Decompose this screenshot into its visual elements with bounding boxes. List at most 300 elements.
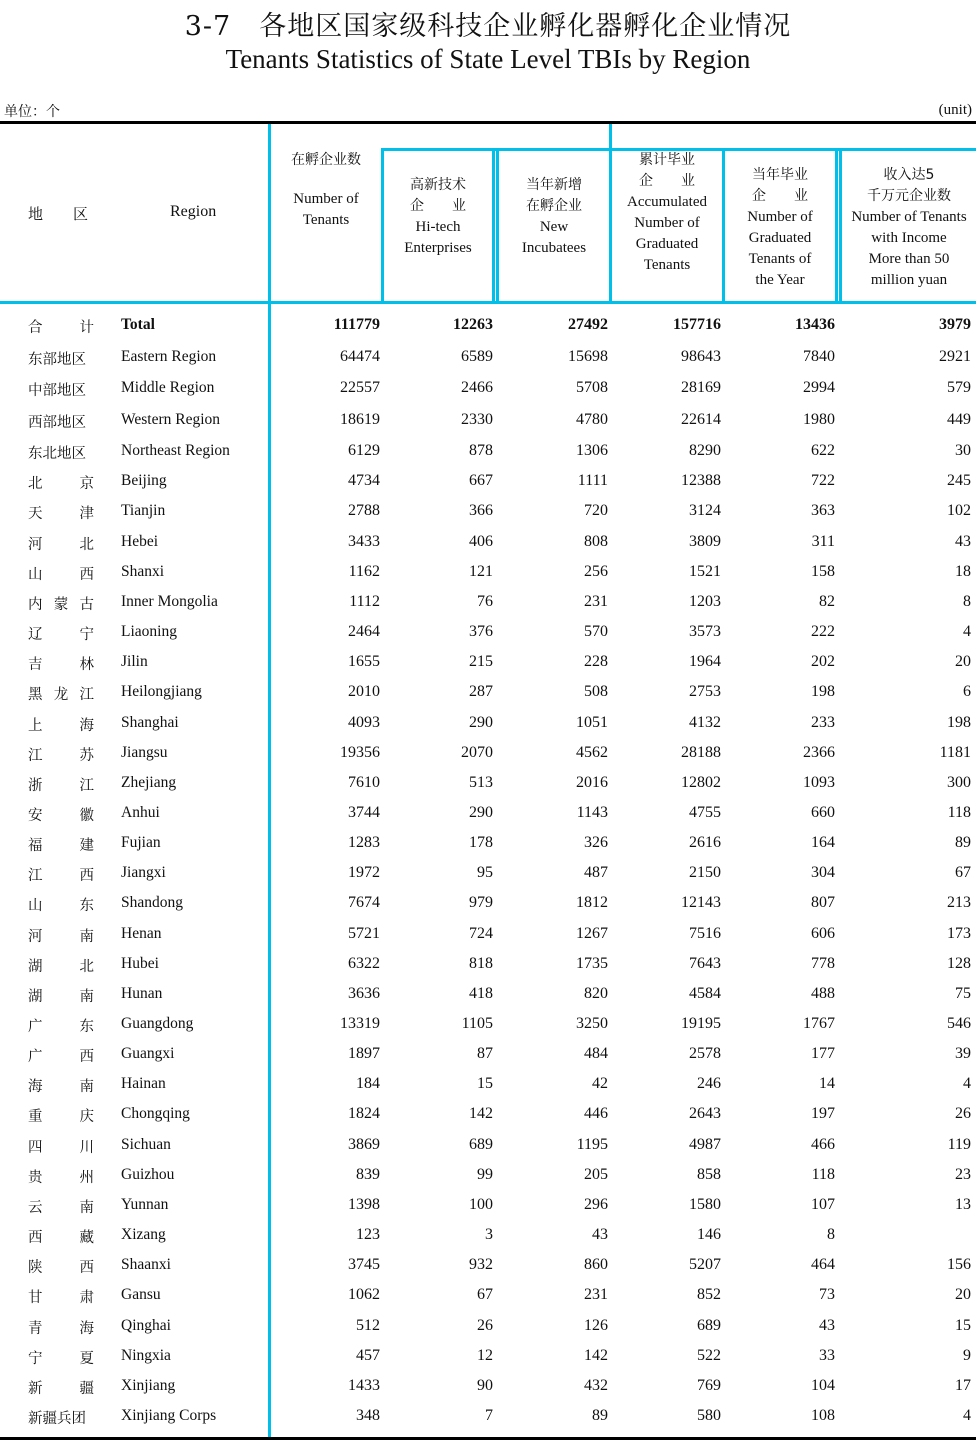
region-name-en: Shanghai <box>121 713 179 731</box>
cell-income-over-50m: 1181 <box>939 743 971 761</box>
cell-income-over-50m: 20 <box>955 653 971 671</box>
region-name-cn: 甘肃 <box>28 1290 94 1307</box>
cell-hitech: 287 <box>469 683 493 701</box>
cell-income-over-50m: 4 <box>963 623 971 641</box>
region-name-cn: 四川 <box>28 1139 94 1156</box>
cell-accumulated-graduated: 7643 <box>689 954 721 972</box>
cell-graduated-year: 1093 <box>803 773 835 791</box>
region-name-cn: 安徽 <box>28 807 94 824</box>
cell-new-incubatees: 432 <box>584 1376 608 1394</box>
cell-hitech: 406 <box>469 532 493 550</box>
cell-graduated-year: 311 <box>811 532 835 550</box>
cell-graduated-year: 104 <box>811 1376 835 1394</box>
cell-tenants: 1283 <box>348 834 380 852</box>
cell-graduated-year: 2366 <box>803 743 835 761</box>
cell-accumulated-graduated: 28188 <box>681 743 721 761</box>
cell-accumulated-graduated: 580 <box>697 1406 721 1424</box>
cell-hitech: 290 <box>469 713 493 731</box>
table-row <box>0 919 976 949</box>
cell-new-incubatees: 296 <box>584 1195 608 1213</box>
cell-graduated-year: 2994 <box>803 379 835 396</box>
cell-accumulated-graduated: 1521 <box>689 562 721 580</box>
cell-income-over-50m: 2921 <box>939 347 971 365</box>
region-name-cn: 广西 <box>28 1049 94 1066</box>
cell-graduated-year: 197 <box>811 1105 835 1123</box>
region-name-en: Jilin <box>121 653 148 671</box>
table-row <box>0 587 976 617</box>
cell-new-incubatees: 1306 <box>576 442 608 459</box>
cell-graduated-year: 13436 <box>795 316 835 333</box>
region-name-cn: 辽宁 <box>28 627 94 644</box>
region-name-cn: 江苏 <box>28 747 94 764</box>
region-name-cn: 内蒙古 <box>28 596 94 613</box>
cell-hitech: 3 <box>485 1226 493 1244</box>
cell-accumulated-graduated: 8290 <box>689 442 721 459</box>
cell-hitech: 215 <box>469 653 493 671</box>
table-row <box>0 1190 976 1220</box>
table-row <box>0 1099 976 1129</box>
cell-hitech: 2070 <box>461 743 493 761</box>
cell-graduated-year: 606 <box>811 924 835 942</box>
cell-hitech: 689 <box>469 1135 493 1153</box>
table-row <box>0 1039 976 1069</box>
table-row <box>0 1220 976 1250</box>
table-row <box>0 858 976 888</box>
cell-hitech: 90 <box>477 1376 493 1394</box>
cell-accumulated-graduated: 1580 <box>689 1195 721 1213</box>
cell-new-incubatees: 1111 <box>577 472 608 490</box>
table-row <box>0 1250 976 1280</box>
table-row <box>0 342 976 372</box>
cell-tenants: 1112 <box>349 592 380 610</box>
cell-hitech: 87 <box>477 1045 493 1063</box>
cell-new-incubatees: 1267 <box>576 924 608 942</box>
cell-accumulated-graduated: 4987 <box>689 1135 721 1153</box>
cell-income-over-50m: 6 <box>963 683 971 701</box>
table-row <box>0 949 976 979</box>
cell-hitech: 979 <box>469 894 493 912</box>
cell-hitech: 513 <box>469 773 493 791</box>
region-name-en: Northeast Region <box>121 442 230 459</box>
region-name-cn: 江西 <box>28 868 94 885</box>
table-row <box>0 828 976 858</box>
header-new-incubatees: 当年新增 在孵企业 New Incubatees <box>521 177 587 256</box>
cell-accumulated-graduated: 769 <box>697 1376 721 1394</box>
cell-hitech: 1105 <box>461 1015 493 1032</box>
cell-income-over-50m: 198 <box>947 713 971 731</box>
cell-accumulated-graduated: 689 <box>697 1316 721 1334</box>
cell-income-over-50m: 245 <box>947 472 971 490</box>
region-name-cn: 陕西 <box>28 1260 94 1277</box>
table-row <box>0 527 976 557</box>
cell-accumulated-graduated: 858 <box>697 1165 721 1183</box>
region-name-en: Xinjiang <box>121 1376 176 1394</box>
cell-tenants: 2788 <box>348 502 380 520</box>
cell-accumulated-graduated: 19195 <box>681 1015 721 1032</box>
cell-tenants: 13319 <box>340 1015 380 1032</box>
region-name-cn: 东北地区 <box>28 446 86 462</box>
cell-tenants: 3433 <box>348 532 380 550</box>
region-name-en: Middle Region <box>121 379 215 396</box>
cell-graduated-year: 198 <box>811 683 835 701</box>
cell-income-over-50m: 30 <box>955 442 971 459</box>
region-name-cn: 重庆 <box>28 1109 94 1126</box>
cell-income-over-50m: 118 <box>947 803 971 821</box>
region-name-en: Hunan <box>121 984 163 1002</box>
cell-new-incubatees: 570 <box>584 623 608 641</box>
cell-income-over-50m: 300 <box>947 773 971 791</box>
cell-tenants: 457 <box>356 1346 380 1364</box>
cell-graduated-year: 73 <box>819 1286 835 1304</box>
region-name-en: Inner Mongolia <box>121 592 218 610</box>
cell-hitech: 418 <box>469 984 493 1002</box>
header-income-over-50m: 收入达5 千万元企业数 Number of Tenants with Income More than 50 million yuan <box>851 167 967 288</box>
cell-tenants: 4093 <box>348 713 380 731</box>
cell-tenants: 3744 <box>348 803 380 821</box>
region-name-en: Liaoning <box>121 623 177 641</box>
cell-accumulated-graduated: 522 <box>697 1346 721 1364</box>
cell-new-incubatees: 89 <box>592 1406 608 1424</box>
table-row <box>0 979 976 1009</box>
table-row <box>0 1160 976 1190</box>
cell-new-incubatees: 43 <box>592 1226 608 1244</box>
cell-graduated-year: 177 <box>811 1045 835 1063</box>
region-name-en: Fujian <box>121 834 161 852</box>
cell-hitech: 932 <box>469 1256 493 1274</box>
cell-new-incubatees: 228 <box>584 653 608 671</box>
region-name-en: Jiangsu <box>121 743 168 761</box>
cell-new-incubatees: 820 <box>584 984 608 1002</box>
cell-accumulated-graduated: 1203 <box>689 592 721 610</box>
cell-tenants: 1824 <box>348 1105 380 1123</box>
cell-graduated-year: 33 <box>819 1346 835 1364</box>
cell-tenants: 5721 <box>348 924 380 942</box>
cell-hitech: 178 <box>469 834 493 852</box>
region-name-en: Xinjiang Corps <box>121 1406 217 1424</box>
cell-accumulated-graduated: 2753 <box>689 683 721 701</box>
cell-tenants: 1433 <box>348 1376 380 1394</box>
table-row <box>0 373 976 403</box>
cell-accumulated-graduated: 3124 <box>689 502 721 520</box>
region-name-cn: 广东 <box>28 1019 94 1035</box>
cell-income-over-50m: 8 <box>963 592 971 610</box>
cell-tenants: 1897 <box>348 1045 380 1063</box>
unit-label-cn: 单位：个 <box>4 104 60 120</box>
cell-graduated-year: 722 <box>811 472 835 490</box>
cell-new-incubatees: 446 <box>584 1105 608 1123</box>
cell-tenants: 6129 <box>348 442 380 459</box>
cell-hitech: 2466 <box>461 379 493 396</box>
cell-accumulated-graduated: 2578 <box>689 1045 721 1063</box>
cell-income-over-50m: 67 <box>955 864 971 882</box>
table-row <box>0 708 976 738</box>
cell-income-over-50m: 579 <box>947 379 971 396</box>
region-name-cn: 湖北 <box>28 958 94 975</box>
cell-income-over-50m: 23 <box>955 1165 971 1183</box>
region-name-en: Shaanxi <box>121 1256 171 1274</box>
cell-hitech: 26 <box>477 1316 493 1334</box>
cell-tenants: 4734 <box>348 472 380 490</box>
cell-new-incubatees: 256 <box>584 562 608 580</box>
table-row <box>0 557 976 587</box>
region-name-en: Yunnan <box>121 1195 169 1213</box>
cell-new-incubatees: 808 <box>584 532 608 550</box>
table-row <box>0 466 976 496</box>
region-name-cn: 浙江 <box>28 777 94 794</box>
cell-graduated-year: 43 <box>819 1316 835 1334</box>
cell-income-over-50m: 156 <box>947 1256 971 1274</box>
header-number-of-tenants: 在孵企业数 Number of Tenants <box>291 152 361 228</box>
cell-accumulated-graduated: 12388 <box>681 472 721 490</box>
cell-new-incubatees: 27492 <box>568 316 608 333</box>
cell-hitech: 67 <box>477 1286 493 1304</box>
cell-accumulated-graduated: 2643 <box>689 1105 721 1123</box>
cell-hitech: 7 <box>485 1406 493 1424</box>
region-name-cn: 新疆 <box>28 1380 94 1397</box>
table-row <box>0 798 976 828</box>
region-name-en: Hainan <box>121 1075 166 1093</box>
cell-hitech: 6589 <box>461 347 493 365</box>
cell-graduated-year: 1767 <box>803 1015 835 1032</box>
region-name-en: Total <box>121 316 155 333</box>
cell-income-over-50m: 75 <box>955 984 971 1002</box>
cell-income-over-50m: 15 <box>955 1316 971 1334</box>
cell-tenants: 2010 <box>348 683 380 701</box>
table-title-en: Tenants Statistics of State Level TBIs by Region <box>225 44 751 74</box>
table-row <box>0 1280 976 1310</box>
cell-new-incubatees: 4780 <box>576 410 608 428</box>
region-name-cn: 西部地区 <box>28 414 86 431</box>
region-name-en: Chongqing <box>121 1105 190 1123</box>
region-name-en: Jiangxi <box>121 864 166 882</box>
cell-tenants: 111779 <box>333 316 380 333</box>
cell-tenants: 2464 <box>348 623 380 641</box>
cell-income-over-50m: 18 <box>955 562 971 580</box>
header-hitech-enterprises: 高新技术 企 业 Hi-tech Enterprises <box>404 177 472 256</box>
cell-graduated-year: 222 <box>811 623 835 641</box>
cell-graduated-year: 164 <box>811 834 835 852</box>
region-name-en: Western Region <box>121 410 221 428</box>
cell-new-incubatees: 487 <box>584 864 608 882</box>
cell-graduated-year: 807 <box>811 894 835 912</box>
cell-graduated-year: 233 <box>811 713 835 731</box>
cell-new-incubatees: 126 <box>584 1316 608 1334</box>
region-name-en: Guangdong <box>121 1015 194 1032</box>
region-name-en: Ningxia <box>121 1346 171 1364</box>
table-row <box>0 1371 976 1401</box>
region-name-en: Hubei <box>121 954 159 972</box>
cell-tenants: 512 <box>356 1316 380 1334</box>
cell-tenants: 839 <box>356 1165 380 1183</box>
cell-tenants: 22557 <box>340 379 380 396</box>
cell-hitech: 366 <box>469 502 493 520</box>
region-name-cn: 黑龙江 <box>28 687 94 704</box>
region-name-en: Henan <box>121 924 162 942</box>
table-row <box>0 1009 976 1039</box>
cell-new-incubatees: 42 <box>592 1075 608 1093</box>
table-row <box>0 738 976 768</box>
cell-accumulated-graduated: 12802 <box>681 773 721 791</box>
cell-tenants: 64474 <box>340 347 380 365</box>
region-name-cn: 西藏 <box>28 1230 94 1247</box>
table-row <box>0 617 976 647</box>
region-name-cn: 河北 <box>28 536 94 553</box>
region-name-cn: 中部地区 <box>28 383 86 399</box>
cell-graduated-year: 14 <box>819 1075 835 1093</box>
cell-tenants: 3745 <box>348 1256 380 1274</box>
header-graduated-of-year: 当年毕业 企 业 Number of Graduated Tenants of the Year <box>747 167 813 288</box>
cell-tenants: 1972 <box>348 864 380 882</box>
cell-income-over-50m: 20 <box>955 1286 971 1304</box>
cell-graduated-year: 363 <box>811 502 835 520</box>
region-name-en: Shandong <box>121 894 183 912</box>
cell-income-over-50m: 4 <box>963 1075 971 1093</box>
cell-accumulated-graduated: 12143 <box>681 894 721 912</box>
cell-new-incubatees: 326 <box>584 834 608 852</box>
region-name-en: Eastern Region <box>121 347 217 365</box>
cell-accumulated-graduated: 4755 <box>689 803 721 821</box>
cell-accumulated-graduated: 5207 <box>689 1256 721 1274</box>
cell-income-over-50m: 128 <box>947 954 971 972</box>
cell-accumulated-graduated: 4132 <box>689 713 721 731</box>
cell-accumulated-graduated: 98643 <box>681 347 721 365</box>
cell-tenants: 6322 <box>348 954 380 972</box>
table-row <box>0 888 976 918</box>
cell-accumulated-graduated: 3809 <box>689 532 721 550</box>
cell-graduated-year: 107 <box>811 1195 835 1213</box>
cell-accumulated-graduated: 246 <box>697 1075 721 1093</box>
cell-income-over-50m: 39 <box>955 1045 971 1063</box>
cell-graduated-year: 622 <box>811 442 835 459</box>
cell-new-incubatees: 2016 <box>576 773 608 791</box>
cell-new-incubatees: 3250 <box>576 1015 608 1032</box>
cell-accumulated-graduated: 1964 <box>689 653 721 671</box>
cell-graduated-year: 660 <box>811 803 835 821</box>
cell-tenants: 348 <box>356 1406 380 1424</box>
cell-income-over-50m: 449 <box>947 410 971 428</box>
cell-tenants: 184 <box>356 1075 380 1093</box>
cell-hitech: 15 <box>477 1075 493 1093</box>
cell-hitech: 76 <box>477 592 493 610</box>
cell-graduated-year: 464 <box>811 1256 835 1274</box>
cell-accumulated-graduated: 28169 <box>681 379 721 396</box>
cell-new-incubatees: 205 <box>584 1165 608 1183</box>
region-name-cn: 河南 <box>28 928 94 945</box>
cell-new-incubatees: 508 <box>584 683 608 701</box>
region-name-cn: 吉林 <box>28 657 94 674</box>
cell-accumulated-graduated: 3573 <box>689 623 721 641</box>
cell-graduated-year: 488 <box>811 984 835 1002</box>
cell-income-over-50m: 173 <box>947 924 971 942</box>
region-name-en: Xizang <box>121 1226 166 1244</box>
cell-tenants: 123 <box>356 1226 380 1244</box>
cell-new-incubatees: 1735 <box>576 954 608 972</box>
region-name-en: Sichuan <box>121 1135 171 1153</box>
cell-graduated-year: 202 <box>811 653 835 671</box>
cell-new-incubatees: 860 <box>584 1256 608 1274</box>
cell-graduated-year: 304 <box>811 864 835 882</box>
cell-tenants: 1655 <box>348 653 380 671</box>
cell-income-over-50m: 89 <box>955 834 971 852</box>
region-name-en: Hebei <box>121 532 159 550</box>
header-divider <box>835 148 838 302</box>
cell-accumulated-graduated: 22614 <box>681 410 721 428</box>
table-row <box>0 1311 976 1341</box>
cell-tenants: 3636 <box>348 984 380 1002</box>
cell-new-incubatees: 15698 <box>568 347 608 365</box>
region-name-en: Guangxi <box>121 1045 175 1063</box>
total-row <box>0 310 976 340</box>
header-region-en: Region <box>170 203 217 220</box>
region-name-en: Anhui <box>121 803 160 821</box>
header-region-cn: 地 区 <box>28 205 89 223</box>
region-name-en: Qinghai <box>121 1316 171 1334</box>
region-name-en: Shanxi <box>121 562 165 580</box>
table-row <box>0 496 976 526</box>
region-name-cn: 湖南 <box>28 988 94 1005</box>
cell-accumulated-graduated: 146 <box>697 1226 721 1244</box>
cell-hitech: 12263 <box>453 316 493 333</box>
cell-new-incubatees: 231 <box>584 592 608 610</box>
cell-tenants: 1162 <box>348 562 380 580</box>
cell-new-incubatees: 231 <box>584 1286 608 1304</box>
table-row <box>0 677 976 707</box>
unit-label-en: (unit) <box>938 102 972 118</box>
table-row <box>0 1130 976 1160</box>
cell-income-over-50m: 119 <box>947 1135 971 1153</box>
region-name-en: Gansu <box>121 1286 161 1304</box>
region-name-cn: 上海 <box>28 717 94 734</box>
cell-graduated-year: 1980 <box>803 410 835 428</box>
region-name-cn: 海南 <box>28 1079 94 1096</box>
table-row <box>0 647 976 677</box>
bottom-rule <box>0 1437 976 1440</box>
cell-hitech: 290 <box>469 803 493 821</box>
table-row <box>0 1341 976 1371</box>
cell-accumulated-graduated: 852 <box>697 1286 721 1304</box>
cell-new-incubatees: 1051 <box>576 713 608 731</box>
cell-accumulated-graduated: 157716 <box>673 316 721 333</box>
region-name-cn: 青海 <box>28 1320 94 1337</box>
cell-hitech: 376 <box>469 623 493 641</box>
cell-income-over-50m: 213 <box>947 894 971 912</box>
region-name-en: Beijing <box>121 472 167 490</box>
header-divider <box>492 148 495 302</box>
region-name-cn: 宁夏 <box>28 1350 94 1367</box>
cell-income-over-50m: 13 <box>955 1195 971 1213</box>
cell-tenants: 7674 <box>348 894 380 912</box>
cell-hitech: 121 <box>469 562 493 580</box>
cell-income-over-50m: 17 <box>955 1376 971 1394</box>
cell-accumulated-graduated: 4584 <box>689 984 721 1002</box>
region-name-en: Guizhou <box>121 1165 175 1183</box>
header-bottom-rule <box>0 301 976 304</box>
cell-tenants: 1062 <box>348 1286 380 1304</box>
cell-hitech: 100 <box>469 1195 493 1213</box>
cell-hitech: 818 <box>469 954 493 972</box>
cell-hitech: 724 <box>469 924 493 942</box>
cell-accumulated-graduated: 2616 <box>689 834 721 852</box>
cell-income-over-50m: 43 <box>955 532 971 550</box>
cell-graduated-year: 778 <box>811 954 835 972</box>
cell-hitech: 142 <box>469 1105 493 1123</box>
region-name-cn: 贵州 <box>28 1169 94 1186</box>
top-rule <box>0 121 976 124</box>
cell-hitech: 99 <box>477 1165 493 1183</box>
cell-new-incubatees: 5708 <box>576 379 608 396</box>
cell-tenants: 7610 <box>348 773 380 791</box>
cell-income-over-50m: 26 <box>955 1105 971 1123</box>
